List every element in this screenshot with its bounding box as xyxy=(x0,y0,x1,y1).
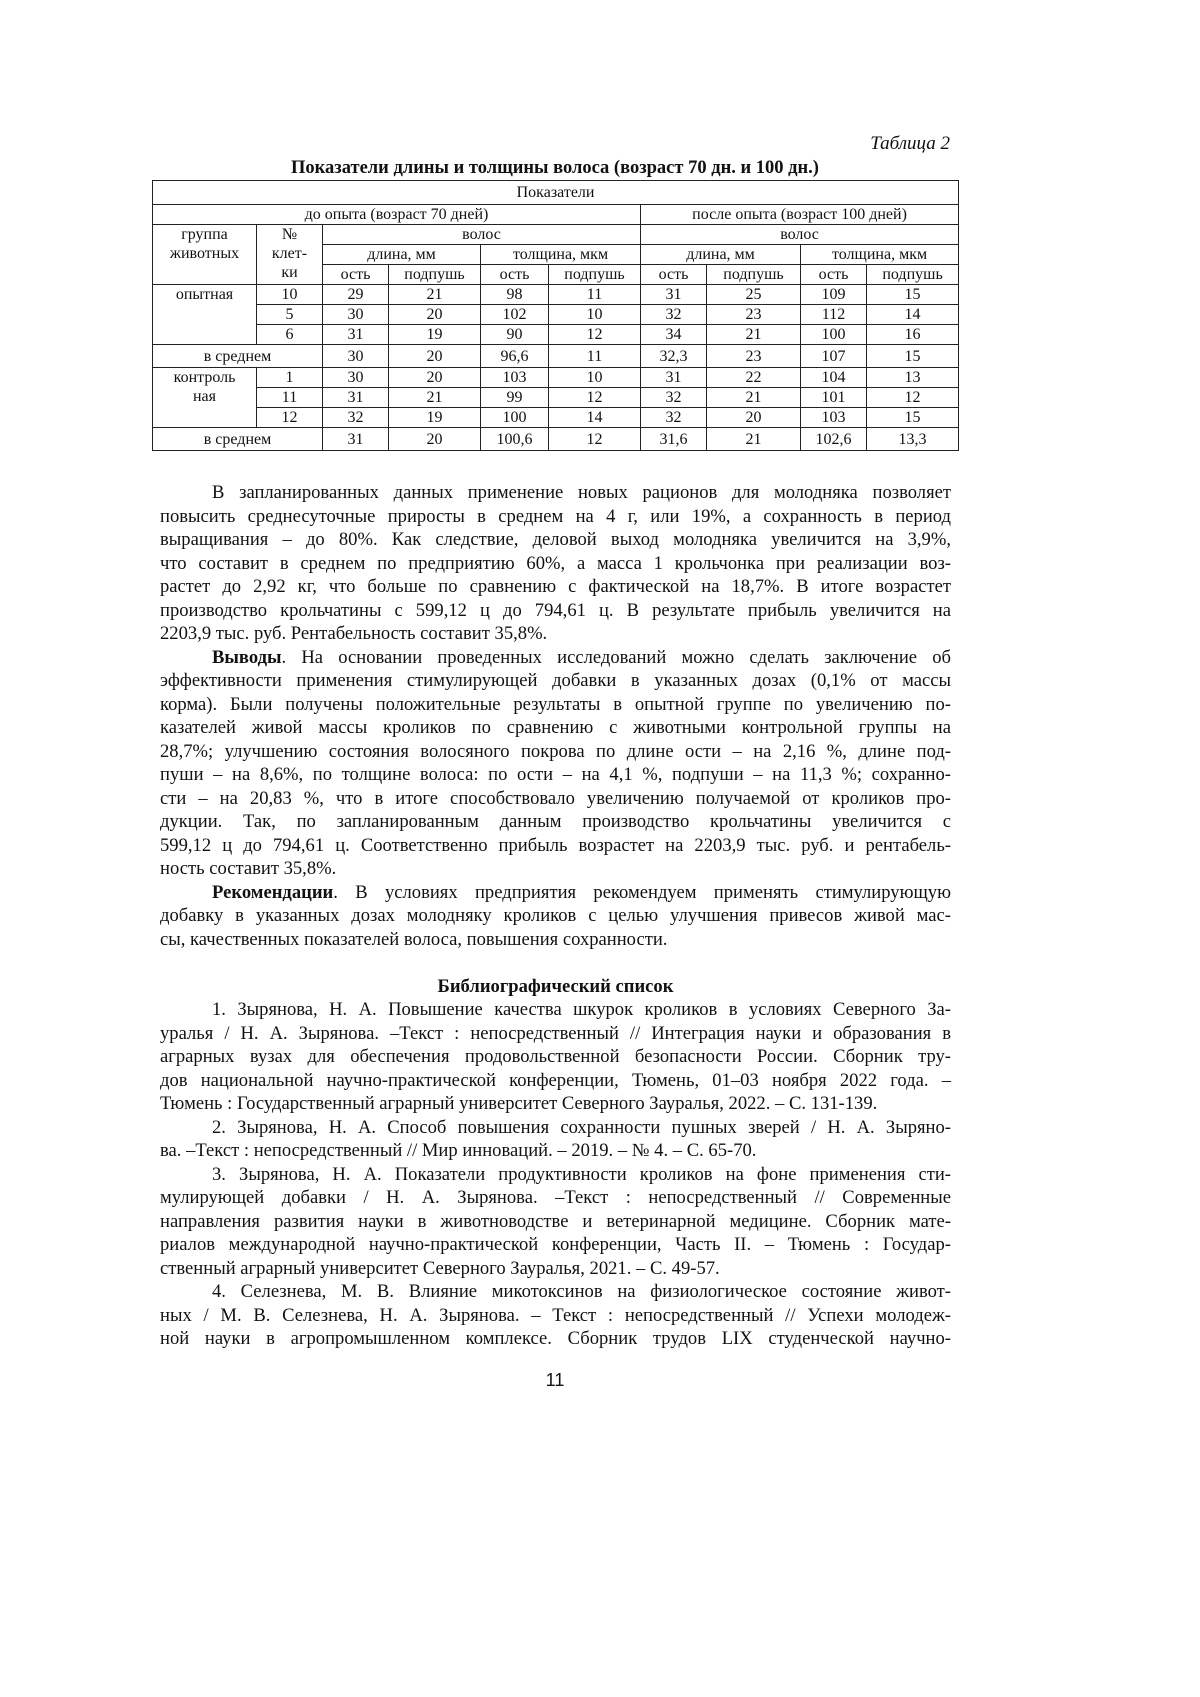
table-cell: 21 xyxy=(389,388,481,408)
average-label: в среднем xyxy=(153,345,323,368)
header-underfur: подпушь xyxy=(549,265,641,285)
average-cell: 32,3 xyxy=(641,345,707,368)
table-row xyxy=(153,408,959,428)
table-cell: 15 xyxy=(867,285,959,305)
bibliography-line: 4. Селезнева, М. В. Влияние микотоксинов на физиологическое состояние живот- xyxy=(160,1280,951,1304)
average-cell: 31,6 xyxy=(641,428,707,451)
paragraph-line: повысить среднесуточные приросты в среднем на 4 г, или 19%, а сохранность в период xyxy=(160,505,951,529)
average-cell: 21 xyxy=(707,428,801,451)
average-cell: 20 xyxy=(389,345,481,368)
paragraph-line: производство крольчатины с 599,12 ц до 794,61 ц. В результате прибыль увеличится на xyxy=(160,599,951,623)
cage-number: 6 xyxy=(257,325,323,345)
table-row xyxy=(153,388,959,408)
table-cell: 30 xyxy=(323,368,389,388)
table-cell: 20 xyxy=(707,408,801,428)
table-cell: 12 xyxy=(867,388,959,408)
header-thickness: толщина, мкм xyxy=(801,245,959,265)
paragraph-line: 2203,9 тыс. руб. Рентабельность составит 35,8%. xyxy=(160,622,951,646)
average-cell: 96,6 xyxy=(481,345,549,368)
table-cell: 32 xyxy=(641,388,707,408)
table-cell: 109 xyxy=(801,285,867,305)
average-cell: 20 xyxy=(389,428,481,451)
header-indicators: Показатели xyxy=(153,181,959,205)
table-cell: 11 xyxy=(549,285,641,305)
table-cell: 21 xyxy=(707,388,801,408)
bibliography-line: 2. Зырянова, Н. А. Способ повышения сохранности пушных зверей / Н. А. Зыряно- xyxy=(160,1116,951,1140)
paragraph-line: ность составит 35,8%. xyxy=(160,857,951,881)
bibliography-line: направления развития науки в животноводстве и ветеринарной медицине. Сборник мате- xyxy=(160,1210,951,1234)
table-cell: 21 xyxy=(707,325,801,345)
table-title: Показатели длины и толщины волоса (возраст 70 дн. и 100 дн.) xyxy=(152,158,958,179)
average-cell: 102,6 xyxy=(801,428,867,451)
header-awn: ость xyxy=(323,265,389,285)
table-cell: 104 xyxy=(801,368,867,388)
table-row xyxy=(153,305,959,325)
group-name: опытная xyxy=(153,285,257,345)
bibliography-line: мулирующей добавки / Н. А. Зырянова. –Текст : непосредственный // Современные xyxy=(160,1186,951,1210)
bibliography-line: аграрных вузах для обеспечения продовольственной безопасности России. Сборник тру- xyxy=(160,1045,951,1069)
header-underfur: подпушь xyxy=(707,265,801,285)
cage-number: 11 xyxy=(257,388,323,408)
table-cell: 31 xyxy=(641,285,707,305)
bibliography-line: Тюмень : Государственный аграрный университет Северного Зауралья, 2022. – С. 131-139. xyxy=(160,1092,951,1116)
average-cell: 31 xyxy=(323,428,389,451)
table-cell: 25 xyxy=(707,285,801,305)
table-cell: 21 xyxy=(389,285,481,305)
paragraph-line: В запланированных данных применение новых рационов для молодняка позволяет xyxy=(160,481,951,505)
bibliography-line: ной науки в агропромышленном комплексе. Сборник трудов LIX студенческой научно- xyxy=(160,1327,951,1351)
table-row xyxy=(153,285,959,305)
header-cage: № клет- ки xyxy=(257,225,323,285)
average-label: в среднем xyxy=(153,428,323,451)
paragraph-line: корма). Были получены положительные результаты в опытной группе по увеличению по- xyxy=(160,693,951,717)
table-caption: Таблица 2 xyxy=(870,133,950,155)
average-cell: 13,3 xyxy=(867,428,959,451)
table-cell: 103 xyxy=(481,368,549,388)
bibliography-heading: Библиографический список xyxy=(160,975,951,999)
table-cell: 32 xyxy=(641,408,707,428)
table-cell: 31 xyxy=(641,368,707,388)
average-cell: 23 xyxy=(707,345,801,368)
paragraph-line: растет до 2,92 кг, что больше по сравнению с фактической на 18,7%. В итоге возрастет xyxy=(160,575,951,599)
bibliography-line: дов национальной научно-практической конференции, Тюмень, 01–03 ноября 2022 года. – xyxy=(160,1069,951,1093)
table-cell: 100 xyxy=(481,408,549,428)
table-cell: 16 xyxy=(867,325,959,345)
table-cell: 103 xyxy=(801,408,867,428)
paragraph-line: добавку в указанных дозах молодняку кроликов с целью улучшения привесов живой мас- xyxy=(160,904,951,928)
average-cell: 12 xyxy=(549,428,641,451)
bibliography-line: риалов международной научно-практической конференции, Часть II. – Тюмень : Государ- xyxy=(160,1233,951,1257)
table-cell: 14 xyxy=(867,305,959,325)
table-cell: 90 xyxy=(481,325,549,345)
header-hair-before: волос xyxy=(323,225,641,245)
bibliography-line: 1. Зырянова, Н. А. Повышение качества шкурок кроликов в условиях Северного За- xyxy=(160,998,951,1022)
table-cell: 12 xyxy=(549,388,641,408)
table-cell: 20 xyxy=(389,368,481,388)
header-awn: ость xyxy=(801,265,867,285)
average-cell: 11 xyxy=(549,345,641,368)
header-thickness: толщина, мкм xyxy=(481,245,641,265)
bibliography-line: ных / М. В. Селезнева, Н. А. Зырянова. – Текст : непосредственный // Успехи молодеж- xyxy=(160,1304,951,1328)
header-after: после опыта (возраст 100 дней) xyxy=(641,205,959,225)
cage-number: 10 xyxy=(257,285,323,305)
header-length: длина, мм xyxy=(323,245,481,265)
table-cell: 22 xyxy=(707,368,801,388)
table-cell: 12 xyxy=(549,325,641,345)
header-group: группа животных xyxy=(153,225,257,285)
table-cell: 32 xyxy=(641,305,707,325)
table-cell: 99 xyxy=(481,388,549,408)
table-row xyxy=(153,368,959,388)
table-cell: 14 xyxy=(549,408,641,428)
table-cell: 112 xyxy=(801,305,867,325)
average-row xyxy=(153,428,959,451)
paragraph-line: сы, качественных показателей волоса, повышения сохранности. xyxy=(160,928,951,952)
paragraph-line: что составит в среднем по предприятию 60%, а масса 1 крольчонка при реализации воз- xyxy=(160,552,951,576)
header-underfur: подпушь xyxy=(867,265,959,285)
header-awn: ость xyxy=(481,265,549,285)
table-cell: 31 xyxy=(323,388,389,408)
paragraph-line: Выводы. На основании проведенных исследований можно сделать заключение об xyxy=(160,646,951,670)
paragraph-line: дукции. Так, по запланированным данным производство крольчатины увеличится с xyxy=(160,810,951,834)
paragraph-line: 28,7%; улучшению состояния волосяного покрова по длине ости – на 2,16 %, длине под- xyxy=(160,740,951,764)
cage-number: 12 xyxy=(257,408,323,428)
header-underfur: подпушь xyxy=(389,265,481,285)
paragraph-lead: Выводы xyxy=(212,647,282,668)
header-before: до опыта (возраст 70 дней) xyxy=(153,205,641,225)
cage-number: 1 xyxy=(257,368,323,388)
table-cell: 19 xyxy=(389,408,481,428)
bibliography-line: уралья / Н. А. Зырянова. –Текст : непосредственный // Интеграция науки и образования в xyxy=(160,1022,951,1046)
table-cell: 29 xyxy=(323,285,389,305)
bibliography-line: ственный аграрный университет Северного Зауралья, 2021. – С. 49-57. xyxy=(160,1257,951,1281)
table-cell: 10 xyxy=(549,305,641,325)
average-row xyxy=(153,345,959,368)
table-cell: 20 xyxy=(389,305,481,325)
table-cell: 100 xyxy=(801,325,867,345)
group-name: контроль ная xyxy=(153,368,257,428)
table-cell: 31 xyxy=(323,325,389,345)
bibliography-line: 3. Зырянова, Н. А. Показатели продуктивности кроликов на фоне применения сти- xyxy=(160,1163,951,1187)
table-cell: 32 xyxy=(323,408,389,428)
paragraph-line: Рекомендации. В условиях предприятия рекомендуем применять стимулирующую xyxy=(160,881,951,905)
table-row xyxy=(153,325,959,345)
header-length: длина, мм xyxy=(641,245,801,265)
paragraph-line: 599,12 ц до 794,61 ц. Соответственно прибыль возрастет на 2203,9 тыс. руб. и рентабель- xyxy=(160,834,951,858)
hair-table xyxy=(152,180,959,451)
paragraph-line: выращивания – до 80%. Как следствие, деловой выход молодняка увеличится на 3,9%, xyxy=(160,528,951,552)
table-cell: 101 xyxy=(801,388,867,408)
average-cell: 100,6 xyxy=(481,428,549,451)
table-cell: 23 xyxy=(707,305,801,325)
header-awn: ость xyxy=(641,265,707,285)
table-cell: 19 xyxy=(389,325,481,345)
table-cell: 15 xyxy=(867,408,959,428)
table-cell: 10 xyxy=(549,368,641,388)
article-body xyxy=(160,481,951,1351)
table-cell: 30 xyxy=(323,305,389,325)
average-cell: 15 xyxy=(867,345,959,368)
average-cell: 30 xyxy=(323,345,389,368)
paragraph-line: сти – на 20,83 %, что в итоге способствовало увеличению получаемой от кроликов про- xyxy=(160,787,951,811)
table-cell: 98 xyxy=(481,285,549,305)
paragraph-line: эффективности применения стимулирующей добавки в указанных дозах (0,1% от массы xyxy=(160,669,951,693)
paragraph-line: пуши – на 8,6%, по толщине волоса: по ости – на 4,1 %, подпуши – на 11,3 %; сохранно- xyxy=(160,763,951,787)
paragraph-lead: Рекомендации xyxy=(212,882,333,903)
page-number: 11 xyxy=(0,1370,1110,1391)
bibliography-line: ва. –Текст : непосредственный // Мир инноваций. – 2019. – № 4. – С. 65-70. xyxy=(160,1139,951,1163)
table-cell: 34 xyxy=(641,325,707,345)
table-cell: 102 xyxy=(481,305,549,325)
average-cell: 107 xyxy=(801,345,867,368)
cage-number: 5 xyxy=(257,305,323,325)
paragraph-line: казателей живой массы кроликов по сравнению с животными контрольной группы на xyxy=(160,716,951,740)
header-hair-after: волос xyxy=(641,225,959,245)
table-cell: 13 xyxy=(867,368,959,388)
